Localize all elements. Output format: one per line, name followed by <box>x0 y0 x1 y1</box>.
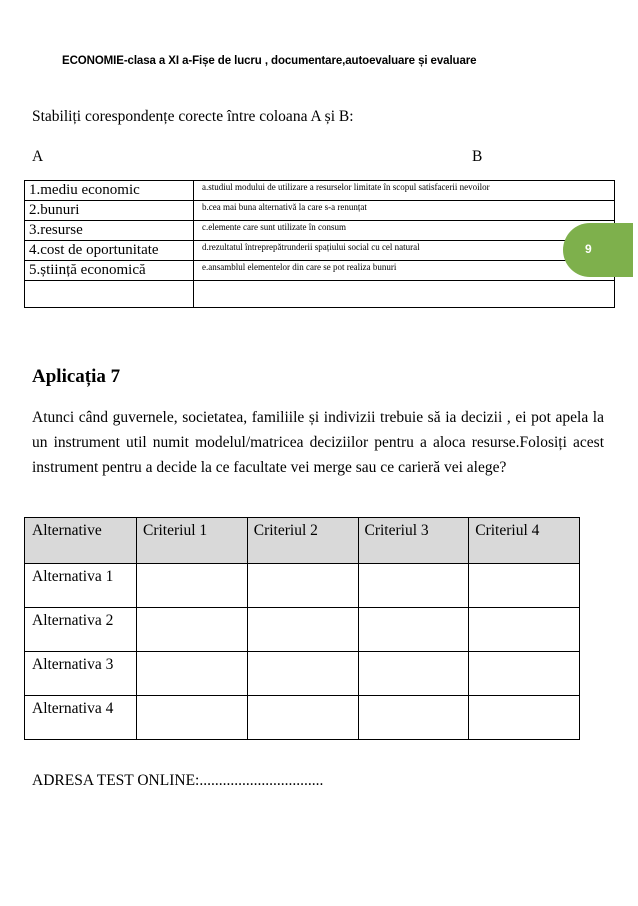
term-cell: 2.bunuri <box>25 201 194 221</box>
table-row <box>25 221 615 241</box>
definition-cell: c.elemente care sunt utilizate în consum <box>194 221 615 241</box>
table-row <box>25 564 580 608</box>
header-cell: Alternative <box>25 518 137 564</box>
table-row <box>25 241 615 261</box>
online-test-address: ADRESA TEST ONLINE:................................ <box>32 772 324 789</box>
empty-cell[interactable] <box>358 696 469 740</box>
term-cell: 3.resurse <box>25 221 194 241</box>
table-row <box>25 652 580 696</box>
term-cell: 4.cost de oportunitate <box>25 241 194 261</box>
empty-cell[interactable] <box>137 696 248 740</box>
empty-cell[interactable] <box>358 608 469 652</box>
empty-cell[interactable] <box>247 564 358 608</box>
empty-cell[interactable] <box>469 608 580 652</box>
empty-cell[interactable] <box>469 696 580 740</box>
row-label-cell: Alternativa 4 <box>25 696 137 740</box>
empty-cell <box>25 281 194 308</box>
header-cell: Criteriul 2 <box>247 518 358 564</box>
column-b-label: B <box>472 148 483 165</box>
empty-cell[interactable] <box>247 696 358 740</box>
row-label-cell: Alternativa 3 <box>25 652 137 696</box>
definition-cell: b.cea mai buna alternativă la care s-a renunțat <box>194 201 615 221</box>
table-row <box>25 608 580 652</box>
application-text: Atunci când guvernele, societatea, familiile și indivizii trebuie să ia decizii , ei pot apela la un instrument util numit modelul/matricea deciziilor pentru a aloca resurse.Folosiți acest instrument pentru a decide la ce facultate vei merge sau ce carieră vei alege? <box>32 409 604 476</box>
exercise-instruction: Stabiliți corespondențe corecte între coloana A și B: <box>32 108 354 125</box>
term-cell: 1.mediu economic <box>25 181 194 201</box>
table-row <box>25 181 615 201</box>
term-cell: 5.știință economică <box>25 261 194 281</box>
row-label-cell: Alternativa 1 <box>25 564 137 608</box>
empty-cell[interactable] <box>469 564 580 608</box>
empty-cell[interactable] <box>137 652 248 696</box>
empty-cell[interactable] <box>137 608 248 652</box>
empty-cell[interactable] <box>247 652 358 696</box>
empty-cell[interactable] <box>247 608 358 652</box>
table-row-empty <box>25 281 615 308</box>
page-number: 9 <box>585 242 592 256</box>
empty-cell[interactable] <box>469 652 580 696</box>
application-title: Aplicația 7 <box>32 366 121 387</box>
header-cell: Criteriul 1 <box>137 518 248 564</box>
definition-cell: a.studiul modului de utilizare a resurselor limitate în scopul satisfacerii nevoilor <box>194 181 615 201</box>
definition-cell: e.ansamblul elementelor din care se pot realiza bunuri <box>194 261 615 281</box>
page-number-badge <box>563 223 633 277</box>
header-cell: Criteriul 4 <box>469 518 580 564</box>
empty-cell[interactable] <box>137 564 248 608</box>
table-row <box>25 696 580 740</box>
table-row <box>25 261 615 281</box>
empty-cell[interactable] <box>358 564 469 608</box>
table-row <box>25 201 615 221</box>
table-header-row <box>25 518 580 564</box>
header-cell: Criteriul 3 <box>358 518 469 564</box>
page-header: ECONOMIE-clasa a XI a-Fișe de lucru , documentare,autoevaluare și evaluare <box>62 55 477 67</box>
row-label-cell: Alternativa 2 <box>25 608 137 652</box>
definition-cell: d.rezultatul întreprepătrunderii spațiului social cu cel natural <box>194 241 615 261</box>
matching-table <box>24 180 615 308</box>
column-a-label: A <box>32 148 44 165</box>
decision-matrix-table <box>24 517 580 740</box>
empty-cell <box>194 281 615 308</box>
empty-cell[interactable] <box>358 652 469 696</box>
